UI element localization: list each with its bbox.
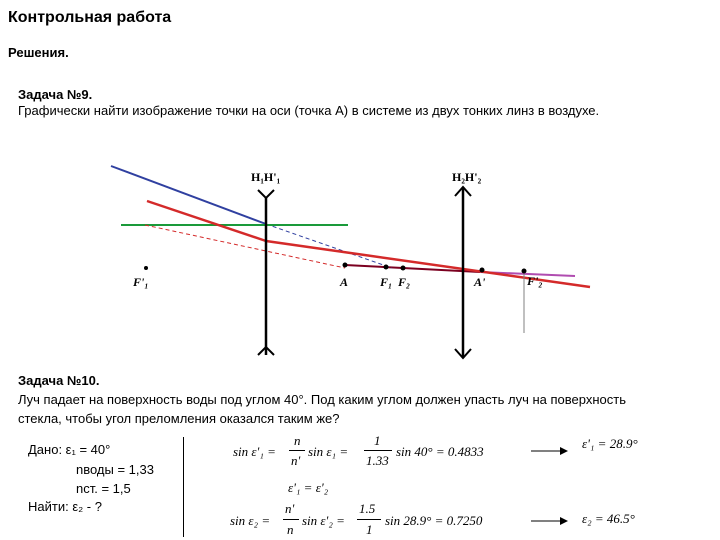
find-label: Найти: ε₂ - ? — [28, 499, 102, 514]
point-f2-prime — [522, 269, 527, 274]
page-title: Контрольная работа — [8, 9, 172, 26]
lens1-top-arrow — [258, 190, 274, 198]
point-a-prime — [480, 268, 485, 273]
result-1: ε'₁ = 28.9° — [582, 436, 638, 451]
eq3-lhs: sin ε₂ = — [230, 513, 271, 528]
given-divider — [183, 437, 184, 537]
eq3-mid: sin ε'₂ = — [302, 513, 345, 528]
blue-ray-dashed — [266, 224, 392, 268]
eq3-frac-line — [283, 519, 299, 520]
eq3-frac-bot: n — [287, 522, 294, 537]
point-f1 — [384, 265, 389, 270]
eq1-frac2-top: 1 — [374, 433, 381, 448]
eq1-frac-bot: n' — [291, 453, 301, 468]
eq3-frac-top: n' — [285, 501, 295, 516]
task10-heading: Задача №10. — [18, 373, 100, 388]
eq1-frac-top: n — [294, 433, 301, 448]
point-a — [343, 263, 348, 268]
red-ray-1 — [147, 201, 266, 241]
given-label: Дано: ε₁ = 40° — [28, 442, 111, 457]
eq1-rhs: sin 40° = 0.4833 — [396, 444, 484, 459]
result-2: ε₂ = 46.5° — [582, 511, 635, 526]
n-glass: nст. = 1,5 — [76, 481, 131, 496]
a-prime-label: A' — [474, 275, 486, 289]
eq2: ε'₁ = ε'₂ — [288, 480, 329, 495]
eq1-lhs: sin ε'₁ = — [233, 444, 276, 459]
task9-text: Графически найти изображение точки на оси (точка А) в системе из двух тонких линз в воздухе. — [18, 103, 600, 118]
red-ray-dashed — [145, 225, 345, 268]
task9-heading: Задача №9. — [18, 87, 93, 102]
point-f1-prime — [144, 266, 148, 270]
eq1-frac2-line — [364, 450, 392, 451]
eq1-frac-line — [289, 450, 305, 451]
f1-prime-label: F'₁ — [133, 275, 149, 289]
f2-prime-label: F'₂ — [527, 274, 543, 288]
n-water: nводы = 1,33 — [76, 462, 154, 477]
lens1-label: H₁H'₁ — [251, 170, 281, 184]
eq3-frac2-line — [357, 519, 381, 520]
a-label: A — [340, 275, 349, 289]
lens2-label: H₂H'₂ — [452, 170, 482, 184]
task10-text: Луч падает на поверхность воды под углом 40°. Под каким углом должен упасть луч на поверхность стекла, чтобы угол преломления оказался таким же? — [18, 392, 626, 426]
f2-label: F₂ — [398, 275, 411, 289]
eq3-frac2-top: 1.5 — [359, 501, 376, 516]
eq3-rhs: sin 28.9° = 0.7250 — [385, 513, 483, 528]
point-f2 — [401, 266, 406, 271]
page-subtitle: Решения. — [8, 45, 69, 60]
eq1-frac2-bot: 1.33 — [366, 453, 389, 468]
eq3-frac2-bot: 1 — [366, 522, 373, 537]
f1-label: F₁ — [380, 275, 393, 289]
eq1-mid: sin ε₁ = — [308, 444, 349, 459]
